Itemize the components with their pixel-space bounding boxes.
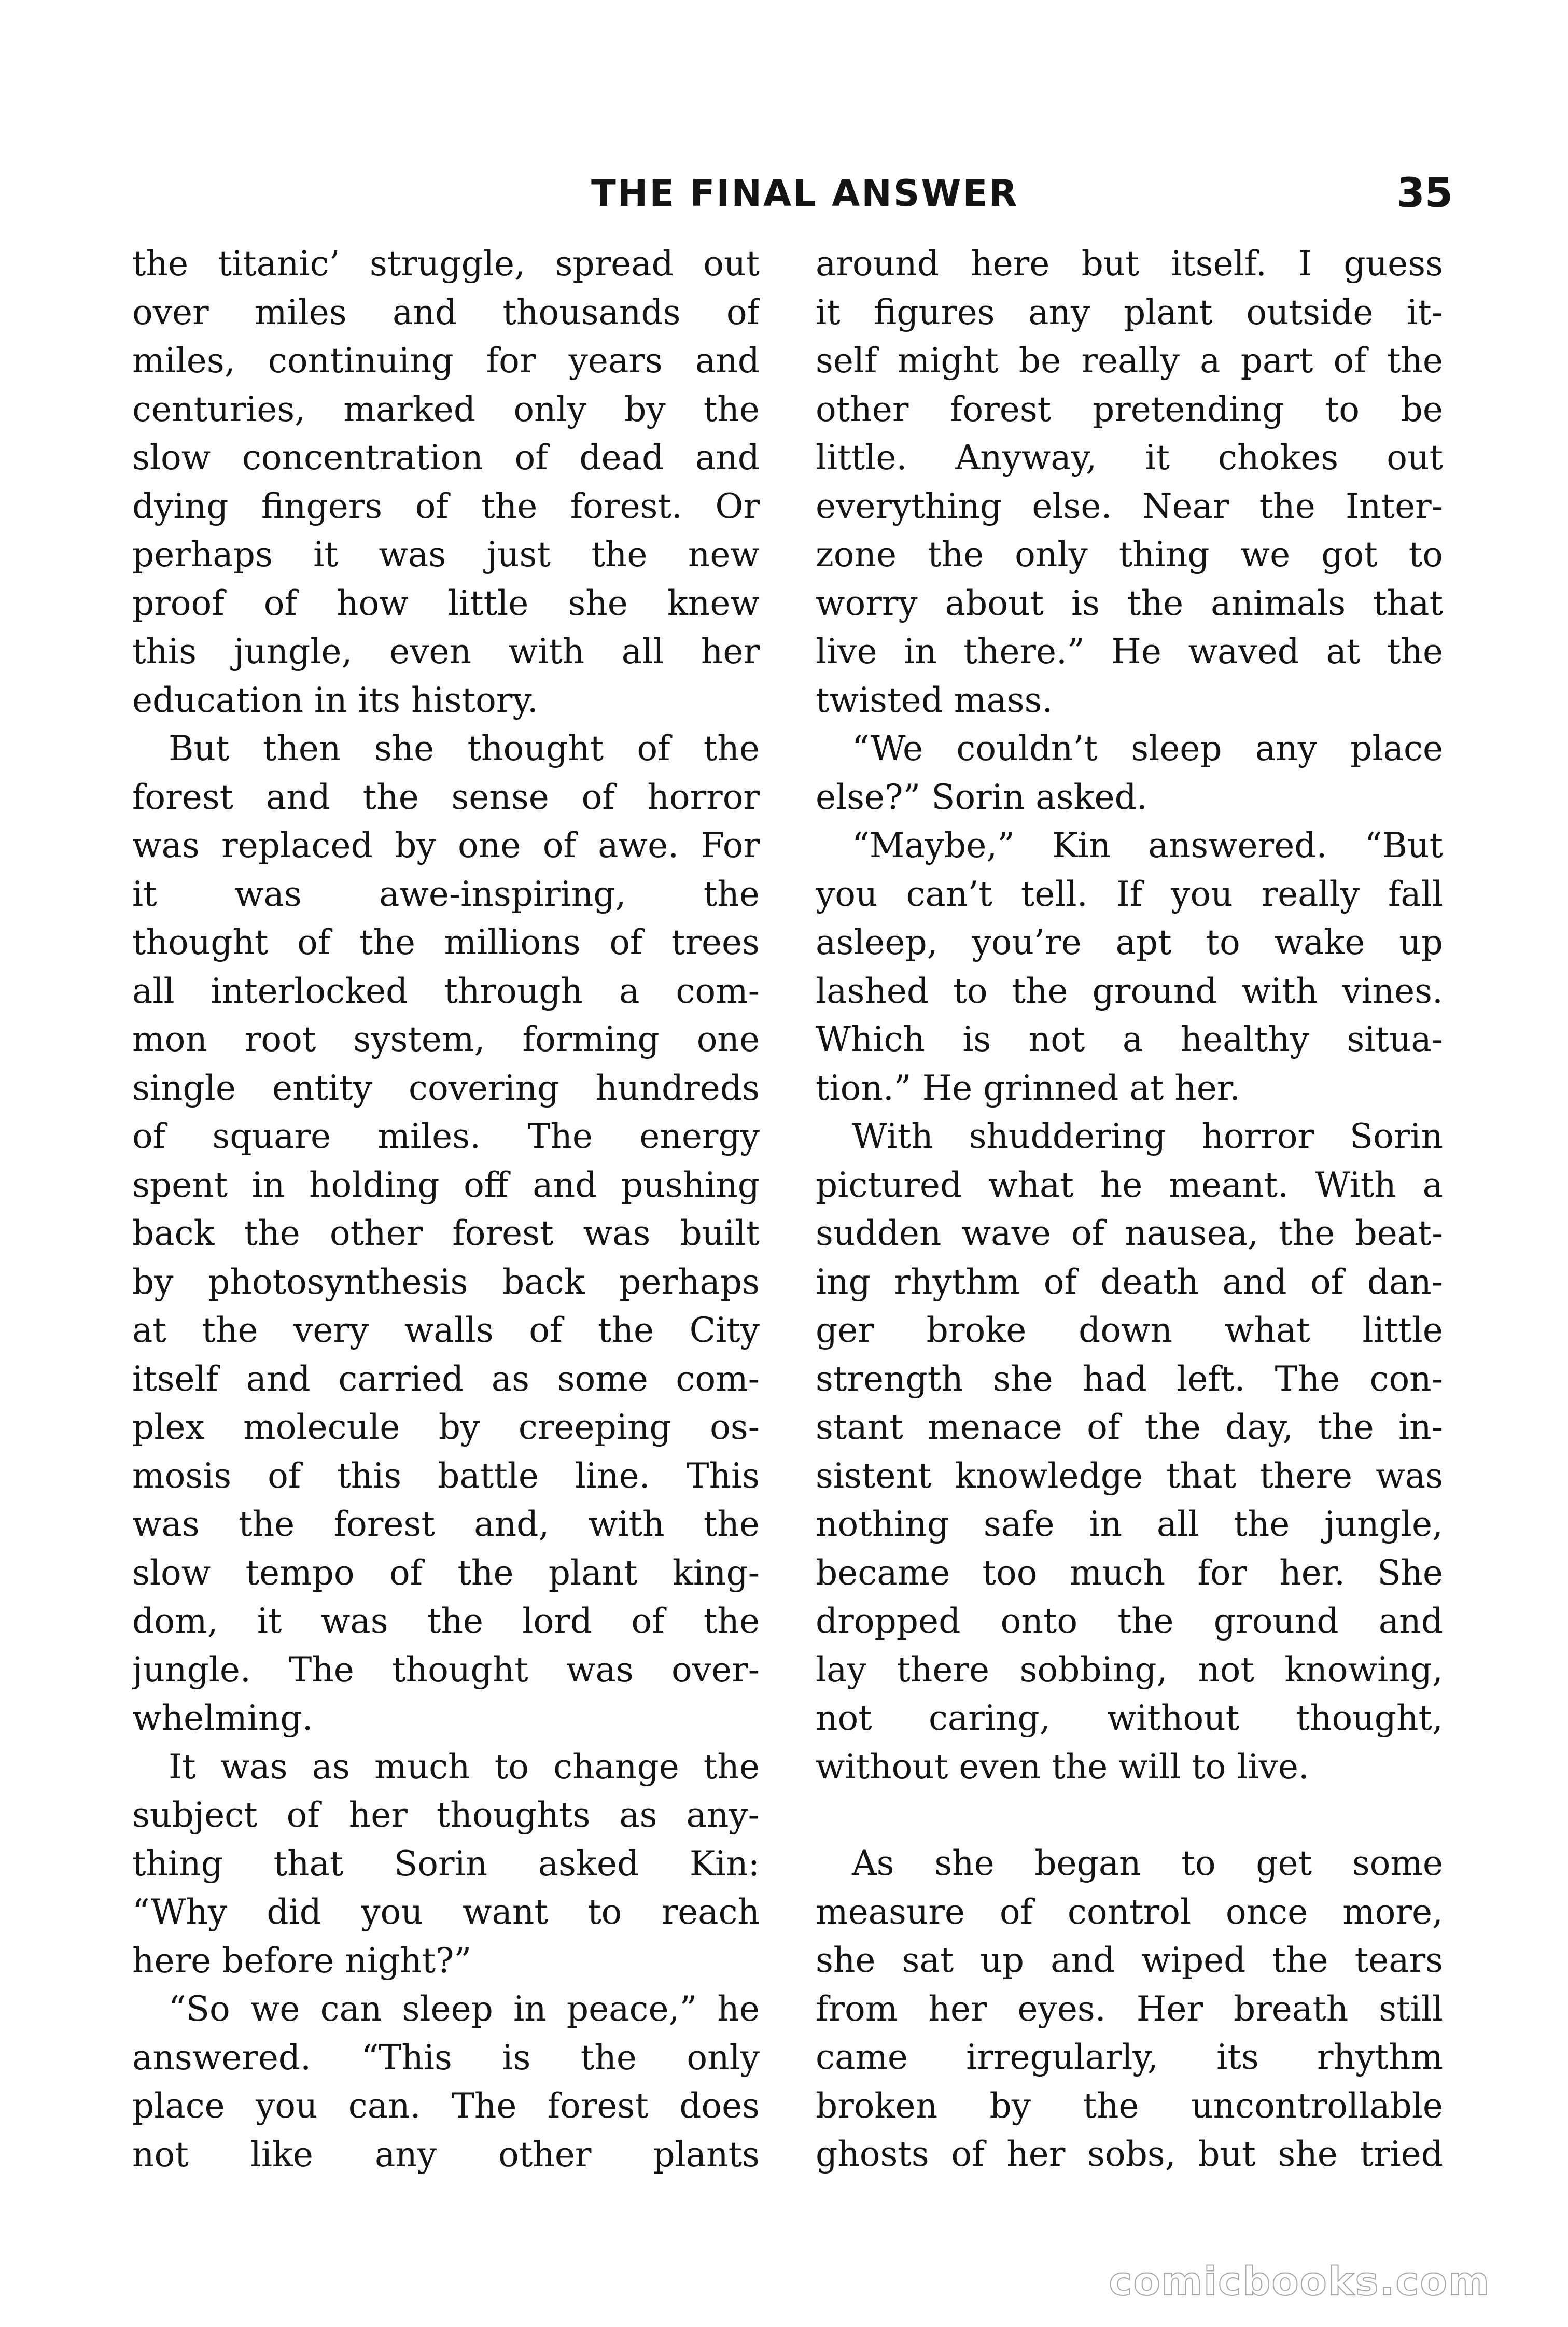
text-line: the titanic’ struggle, spread out bbox=[132, 244, 760, 284]
section-break bbox=[816, 1791, 1443, 1839]
text-line: “Why did you want to reach bbox=[132, 1892, 760, 1932]
text-line: tion.” He grinned at her. bbox=[816, 1068, 1241, 1108]
text-line: zone the only thing we got to bbox=[816, 535, 1443, 574]
paragraph bbox=[132, 1985, 760, 2179]
text-line: became too much for her. She bbox=[816, 1552, 1443, 1593]
text-line: thought of the millions of trees bbox=[132, 922, 760, 962]
paragraph bbox=[816, 1112, 1443, 1791]
text-line: asleep, you’re apt to wake up bbox=[816, 922, 1443, 962]
text-line: answered. “This is the only bbox=[132, 2037, 760, 2078]
text-line: ghosts of her sobs, but she tried bbox=[816, 2134, 1443, 2174]
text-line: dropped onto the ground and bbox=[816, 1601, 1443, 1641]
text-line: education in its history. bbox=[132, 680, 538, 720]
text-line: here before night?” bbox=[132, 1940, 472, 1981]
paragraph bbox=[132, 724, 760, 1743]
text-line: Which is not a healthy situa- bbox=[816, 1019, 1443, 1059]
text-line: plex molecule by creeping os- bbox=[132, 1407, 760, 1447]
text-line: perhaps it was just the new bbox=[132, 535, 760, 574]
text-line: broken by the uncontrollable bbox=[816, 2085, 1443, 2126]
text-line: lay there sobbing, not knowing, bbox=[816, 1649, 1443, 1690]
text-line: not like any other plants bbox=[132, 2134, 760, 2175]
text-line: centuries, marked only by the bbox=[132, 389, 760, 429]
text-line: miles, continuing for years and bbox=[132, 341, 760, 381]
text-line: other forest pretending to be bbox=[816, 389, 1443, 429]
text-line: ing rhythm of death and of dan- bbox=[816, 1261, 1443, 1302]
text-line: mosis of this battle line. This bbox=[132, 1455, 760, 1496]
text-line: ger broke down what little bbox=[816, 1310, 1443, 1350]
text-line: stant menace of the day, the in- bbox=[816, 1407, 1443, 1447]
text-line: nothing safe in all the jungle, bbox=[816, 1504, 1443, 1544]
text-line: sistent knowledge that there was bbox=[816, 1455, 1443, 1496]
text-line: self might be really a part of the bbox=[816, 341, 1443, 381]
text-line: forest and the sense of horror bbox=[132, 777, 760, 817]
text-line: she sat up and wiped the tears bbox=[816, 1940, 1443, 1980]
text-line: strength she had left. The con- bbox=[816, 1358, 1443, 1399]
text-line: proof of how little she knew bbox=[132, 583, 760, 623]
text-line: lashed to the ground with vines. bbox=[816, 971, 1443, 1011]
text-line: twisted mass. bbox=[816, 680, 1053, 720]
right-column bbox=[816, 240, 1443, 2179]
text-line: at the very walls of the City bbox=[132, 1310, 760, 1350]
text-line: else?” Sorin asked. bbox=[816, 777, 1147, 817]
text-line: sudden wave of nausea, the beat- bbox=[816, 1213, 1443, 1253]
running-head: THE FINAL ANSWER bbox=[591, 172, 1019, 215]
text-line: this jungle, even with all her bbox=[132, 632, 760, 671]
text-line: came irregularly, its rhythm bbox=[816, 2037, 1443, 2077]
paragraph bbox=[816, 240, 1443, 724]
text-line: little. Anyway, it chokes out bbox=[816, 438, 1443, 478]
text-line: not caring, without thought, bbox=[816, 1698, 1443, 1738]
text-line: around here but itself. I guess bbox=[816, 244, 1443, 284]
text-line: live in there.” He waved at the bbox=[816, 632, 1443, 671]
text-line: “We couldn’t sleep any place bbox=[852, 728, 1443, 768]
text-line: all interlocked through a com- bbox=[132, 971, 760, 1011]
text-line: spent in holding off and pushing bbox=[132, 1165, 760, 1205]
text-line: everything else. Near the Inter- bbox=[816, 486, 1443, 526]
text-line: whelming. bbox=[132, 1698, 313, 1738]
left-column bbox=[132, 240, 760, 2179]
text-line: measure of control once more, bbox=[816, 1891, 1443, 1932]
text-line: thing that Sorin asked Kin: bbox=[132, 1843, 760, 1884]
text-line: was replaced by one of awe. For bbox=[132, 825, 760, 865]
text-line: you can’t tell. If you really fall bbox=[816, 874, 1443, 914]
text-line: slow tempo of the plant king- bbox=[132, 1552, 760, 1593]
text-line: But then she thought of the bbox=[169, 728, 760, 768]
text-line: back the other forest was built bbox=[132, 1213, 760, 1253]
paragraph bbox=[816, 1839, 1443, 2179]
text-line: “Maybe,” Kin answered. “But bbox=[852, 825, 1443, 865]
text-line: from her eyes. Her breath still bbox=[816, 1988, 1443, 2029]
text-line: worry about is the animals that bbox=[816, 583, 1443, 623]
text-line: mon root system, forming one bbox=[132, 1019, 760, 1059]
paragraph bbox=[816, 821, 1443, 1112]
text-line: was the forest and, with the bbox=[132, 1504, 760, 1544]
text-line: dom, it was the lord of the bbox=[132, 1601, 760, 1641]
text-line: jungle. The thought was over- bbox=[132, 1649, 760, 1690]
text-line: it was awe-inspiring, the bbox=[132, 874, 760, 914]
paragraph bbox=[132, 1743, 760, 1985]
text-line: over miles and thousands of bbox=[132, 292, 760, 332]
paragraph bbox=[816, 724, 1443, 821]
page-header bbox=[0, 165, 1568, 222]
text-line: slow concentration of dead and bbox=[132, 438, 760, 478]
text-line: place you can. The forest does bbox=[132, 2086, 760, 2126]
text-line: it figures any plant outside it- bbox=[816, 292, 1443, 332]
paragraph bbox=[132, 240, 760, 724]
text-line: itself and carried as some com- bbox=[132, 1358, 760, 1399]
text-line: without even the will to live. bbox=[816, 1746, 1309, 1787]
text-line: of square miles. The energy bbox=[132, 1116, 760, 1156]
text-line: pictured what he meant. With a bbox=[816, 1165, 1443, 1205]
text-line: single entity covering hundreds bbox=[132, 1068, 760, 1108]
text-line: by photosynthesis back perhaps bbox=[132, 1261, 760, 1302]
text-line: With shuddering horror Sorin bbox=[852, 1116, 1443, 1156]
text-line: It was as much to change the bbox=[169, 1746, 760, 1787]
text-line: subject of her thoughts as any- bbox=[132, 1795, 760, 1835]
text-line: “So we can sleep in peace,” he bbox=[169, 1989, 760, 2029]
watermark-logo: comicbooks.com bbox=[1109, 2258, 1490, 2304]
text-line: dying fingers of the forest. Or bbox=[132, 486, 760, 526]
page-number: 35 bbox=[1396, 170, 1453, 217]
text-line: As she began to get some bbox=[852, 1843, 1443, 1883]
